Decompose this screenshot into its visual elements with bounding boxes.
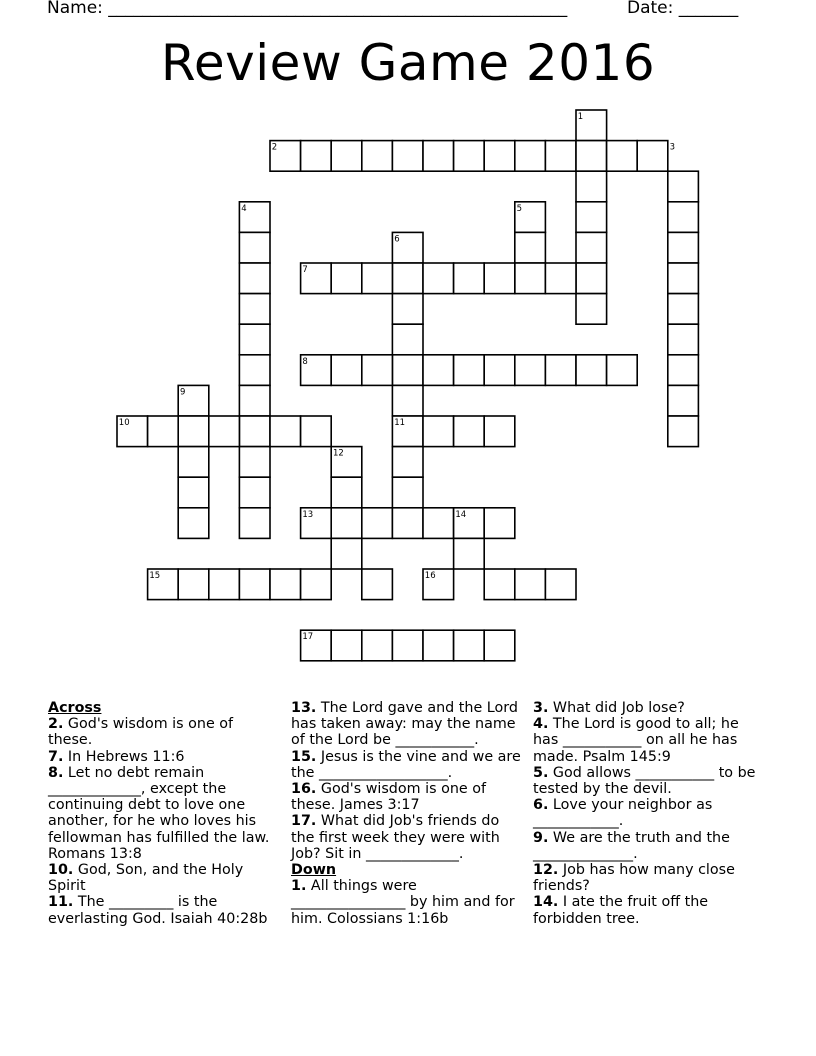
clue-number-9: 9 [180, 387, 186, 398]
clue-across-13: 13. The Lord gave and the Lord has taken away: may the name of the Lord be ___________. [291, 700, 518, 749]
grid-cell[interactable] [454, 630, 485, 661]
grid-cell[interactable] [392, 263, 423, 294]
grid-cell[interactable] [239, 263, 270, 294]
grid-cell[interactable] [178, 447, 209, 478]
clue-down-12: 12. Job has how many close friends? [533, 862, 735, 895]
clue-number-14: 14 [455, 509, 467, 520]
clue-number-15: 15 [149, 571, 161, 581]
grid-cell[interactable] [392, 385, 423, 416]
clue-number-2: 2 [271, 142, 278, 153]
grid-cell[interactable] [362, 630, 393, 661]
clue-across-16: 16. God's wisdom is one of these. James 3:17 [291, 781, 486, 814]
grid-cell[interactable] [668, 416, 699, 447]
grid-cell[interactable] [178, 416, 209, 447]
grid-cell[interactable] [515, 141, 546, 172]
clue-across-11: 11. The _________ is the everlasting God. Isaiah 40:28b [48, 894, 268, 927]
clue-number-17: 17 [302, 632, 314, 643]
grid-cell[interactable] [515, 263, 546, 294]
grid-cell[interactable] [301, 416, 332, 447]
grid-cell[interactable] [423, 141, 454, 172]
grid-cell[interactable] [392, 324, 423, 355]
grid-cell[interactable] [239, 569, 270, 600]
grid-cell[interactable] [545, 263, 576, 294]
grid-cell[interactable] [331, 538, 362, 569]
name-label: Name: [47, 0, 103, 18]
grid-cell[interactable] [423, 263, 454, 294]
grid-cell[interactable] [239, 324, 270, 355]
clue-down-5: 5. God allows ___________ to be tested by the devil. [533, 764, 756, 798]
grid-cell[interactable] [239, 355, 270, 386]
grid-cell[interactable] [392, 355, 423, 386]
grid-cell[interactable] [484, 569, 515, 600]
page-title: Review Game 2016 [160, 34, 656, 92]
grid-cell[interactable] [392, 477, 423, 508]
grid-cell[interactable] [668, 385, 699, 416]
grid-cell[interactable] [545, 355, 576, 386]
grid-cell[interactable] [454, 355, 485, 386]
grid-cell[interactable] [454, 263, 485, 294]
grid-cell[interactable] [331, 355, 362, 386]
grid-cell[interactable] [484, 355, 515, 386]
clue-number-3: 3 [669, 142, 676, 153]
grid-cell[interactable] [301, 141, 332, 172]
grid-cell[interactable] [607, 355, 638, 386]
clue-down-6: 6. Love your neighbor as ____________. [533, 797, 713, 830]
grid-cell[interactable] [545, 141, 576, 172]
grid-cell[interactable] [239, 232, 270, 263]
clue-number-8: 8 [302, 356, 308, 367]
clue-across-7: 7. In Hebrews 11:6 [48, 748, 185, 765]
grid-cell[interactable] [270, 569, 301, 600]
grid-cell[interactable] [270, 416, 301, 447]
grid-cell[interactable] [392, 508, 423, 539]
clue-across-10: 10. God, Son, and the Holy Spirit [48, 862, 244, 895]
grid-cell[interactable] [515, 232, 546, 263]
clue-down-1: 1. All things were ________________ by him and for him. Colossians 1:16b [291, 878, 515, 927]
clue-number-7: 7 [302, 265, 308, 275]
grid-cell[interactable] [239, 447, 270, 478]
grid-cell[interactable] [423, 508, 454, 539]
grid-cell[interactable] [423, 630, 454, 661]
grid-cell[interactable] [362, 141, 393, 172]
clues-column-1 [48, 700, 280, 927]
grid-cell[interactable] [515, 355, 546, 386]
date-blank[interactable]: _______ [678, 0, 739, 18]
clue-down-3: 3. What did Job lose? [533, 700, 685, 716]
grid-cell[interactable] [637, 141, 668, 172]
grid-cell[interactable] [331, 141, 362, 172]
clue-number-4: 4 [241, 203, 247, 214]
grid-cell[interactable] [148, 416, 179, 447]
across-heading: Across [48, 700, 102, 716]
grid-cell[interactable] [515, 569, 546, 600]
grid-cell[interactable] [331, 477, 362, 508]
grid-cell[interactable] [331, 630, 362, 661]
clues-column-2 [291, 700, 521, 927]
date-label: Date: [627, 0, 674, 18]
grid-cell[interactable] [209, 569, 240, 600]
grid-cell[interactable] [454, 416, 485, 447]
clue-number-16: 16 [424, 571, 436, 581]
grid-cell[interactable] [576, 263, 607, 294]
clue-down-14: 14. I ate the fruit off the forbidden tree. [533, 894, 709, 927]
grid-cell[interactable] [545, 569, 576, 600]
clue-number-13: 13 [302, 509, 314, 520]
clue-down-9: 9. We are the truth and the ______________. [533, 829, 730, 862]
grid-cell[interactable] [239, 385, 270, 416]
grid-cell[interactable] [392, 630, 423, 661]
grid-cell[interactable] [331, 263, 362, 294]
grid-cell[interactable] [239, 508, 270, 539]
grid-cell[interactable] [362, 263, 393, 294]
clue-across-2: 2. God's wisdom is one of these. [48, 716, 234, 749]
grid-cell[interactable] [576, 202, 607, 233]
grid-cell[interactable] [209, 416, 240, 447]
grid-cell[interactable] [668, 324, 699, 355]
grid-cell[interactable] [668, 355, 699, 386]
grid-cell[interactable] [239, 477, 270, 508]
down-heading: Down [291, 862, 337, 879]
grid-cell[interactable] [668, 263, 699, 294]
grid-cell[interactable] [484, 141, 515, 172]
clue-across-15: 15. Jesus is the vine and we are the __________________. [291, 748, 521, 781]
grid-cell[interactable] [392, 447, 423, 478]
grid-cell[interactable] [576, 171, 607, 202]
grid-cell[interactable] [178, 569, 209, 600]
grid-cell[interactable] [392, 294, 423, 325]
grid-cell[interactable] [362, 508, 393, 539]
clue-number-1: 1 [577, 112, 584, 122]
clue-number-5: 5 [516, 203, 523, 214]
grid-cell[interactable] [362, 569, 393, 600]
grid-cell[interactable] [576, 355, 607, 386]
grid-cell[interactable] [178, 477, 209, 508]
grid-cell[interactable] [454, 538, 485, 569]
grid-cell[interactable] [331, 508, 362, 539]
clue-number-12: 12 [333, 448, 344, 459]
grid-cell[interactable] [178, 508, 209, 539]
grid-cell[interactable] [668, 202, 699, 233]
clue-number-11: 11 [394, 418, 406, 428]
grid-cell[interactable] [454, 141, 485, 172]
grid-cell[interactable] [607, 141, 638, 172]
grid-cell[interactable] [301, 569, 332, 600]
clue-across-17: 17. What did Job's friends do the first week they were with Job? Sit in _____________. [291, 813, 500, 862]
clue-down-4: 4. The Lord is good to all; he has ___________ on all he has made. Psalm 145:9 [533, 716, 739, 765]
name-blank[interactable]: ______________________________________________________ [108, 0, 568, 18]
grid-cell[interactable] [484, 508, 515, 539]
grid-cell[interactable] [668, 171, 699, 202]
grid-cell[interactable] [484, 630, 515, 661]
grid-cell[interactable] [576, 294, 607, 325]
grid-cell[interactable] [362, 355, 393, 386]
grid-cell[interactable] [484, 416, 515, 447]
grid-cell[interactable] [484, 263, 515, 294]
grid-cell[interactable] [423, 416, 454, 447]
grid-cell[interactable] [668, 232, 699, 263]
grid-cell[interactable] [423, 355, 454, 386]
grid-cell[interactable] [576, 141, 607, 172]
clue-number-10: 10 [118, 418, 130, 428]
grid-cell[interactable] [392, 141, 423, 172]
clue-across-8: 8. Let no debt remain _____________, except the continuing debt to love one another, for he who loves his fellowman has fulfilled the law. Romans 13:8 [48, 764, 270, 862]
clue-number-6: 6 [394, 234, 400, 245]
clues-column-3 [533, 700, 763, 927]
grid-cell[interactable] [668, 294, 699, 325]
grid-cell[interactable] [239, 294, 270, 325]
grid-cell[interactable] [576, 232, 607, 263]
grid-cell[interactable] [239, 416, 270, 447]
